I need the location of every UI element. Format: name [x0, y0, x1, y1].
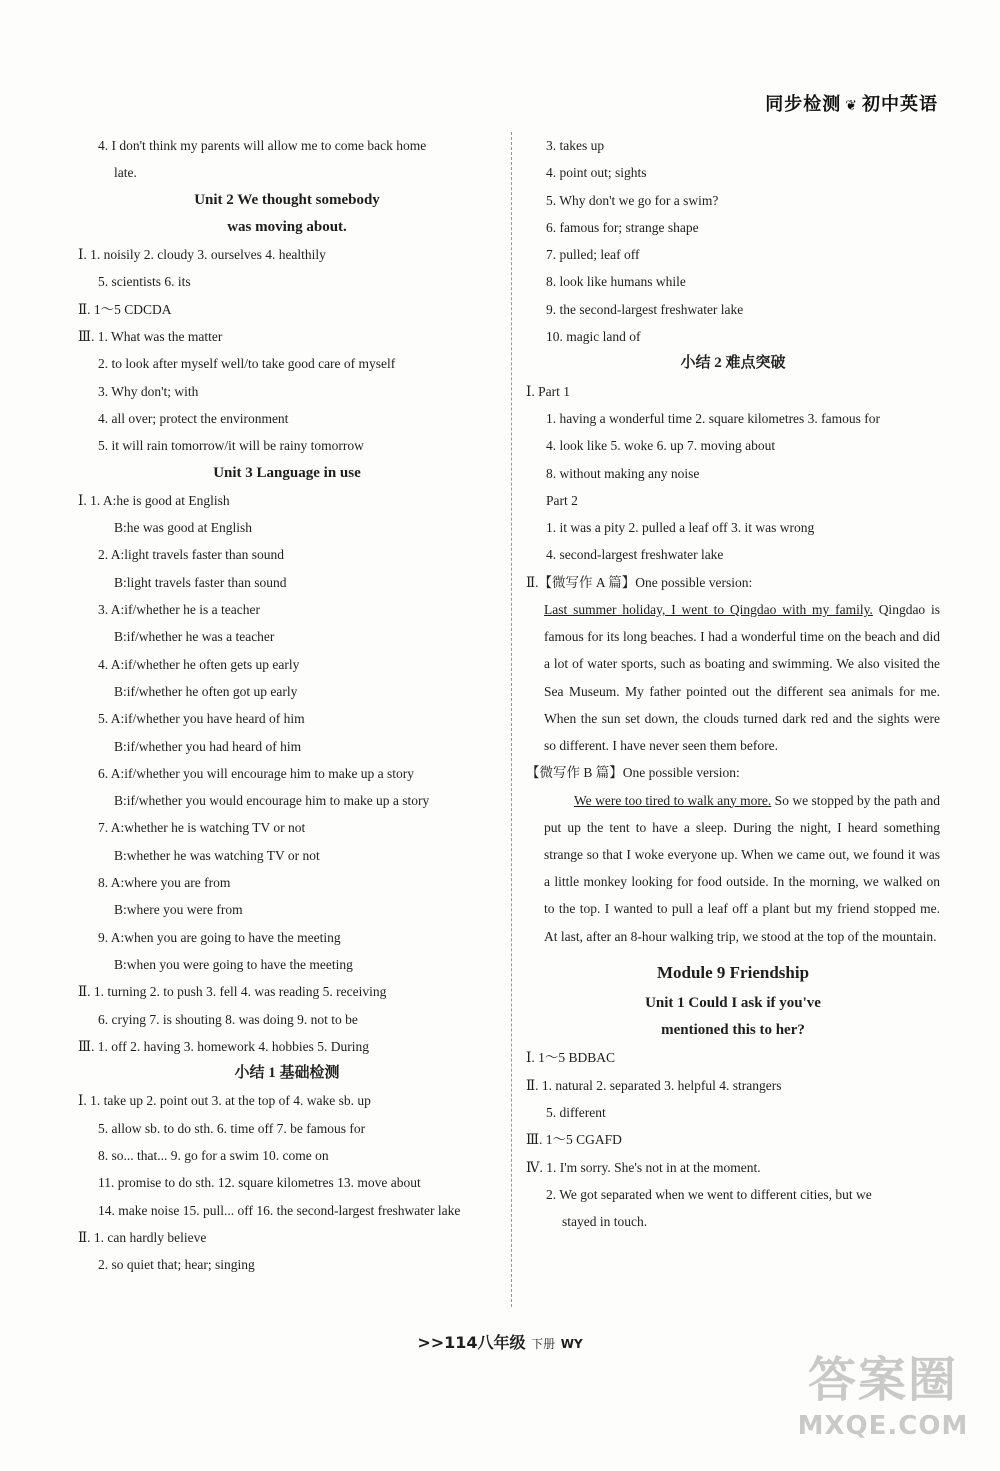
page-number: 114 — [444, 1333, 478, 1352]
answer-line: Ⅲ. 1. off 2. having 3. homework 4. hobbies 5. During — [78, 1038, 369, 1054]
answer-line: Ⅰ. Part 1 — [526, 383, 570, 399]
answer-line: 5. scientists 6. its — [98, 274, 191, 290]
answer-line: 8. without making any noise — [546, 465, 700, 481]
section-heading: Unit 2 We thought somebody — [194, 191, 380, 208]
answer-line: 8. so... that... 9. go for a swim 10. come on — [98, 1147, 329, 1163]
answer-line: B:light travels faster than sound — [114, 574, 287, 590]
answer-line: Ⅲ. 1. What was the matter — [78, 329, 223, 345]
answer-line: 5. different — [546, 1104, 606, 1120]
answer-line: 4. I don't think my parents will allow me to come back home — [98, 138, 427, 153]
section-heading: 小结 2 难点突破 — [680, 355, 786, 372]
section-heading: was moving about. — [227, 218, 347, 235]
answer-line: Ⅱ. 1. natural 2. separated 3. helpful 4. strangers — [526, 1077, 782, 1093]
right-bottom-answers — [526, 990, 940, 1236]
page-footer: >>114八年级 下册 WY — [417, 1333, 583, 1352]
page-header-title: 同步检测 ❦ 初中英语 — [765, 94, 938, 115]
answer-line: 14. make noise 15. pull... off 16. the second-largest freshwater lake — [98, 1202, 461, 1218]
answer-line: Part 2 — [546, 492, 578, 508]
answer-line: 4. all over; protect the environment — [98, 410, 289, 426]
answer-line: 2. to look after myself well/to take good care of myself — [98, 356, 396, 372]
answer-line: 5. A:if/whether you have heard of him — [98, 711, 305, 727]
site-watermark: 答案圈 MXQE.COM — [797, 1352, 969, 1441]
answer-line: 3. A:if/whether he is a teacher — [98, 602, 260, 618]
answer-line: Ⅱ. 1. can hardly believe — [78, 1229, 207, 1245]
answer-line: Ⅰ. 1～5 BDBAC — [526, 1050, 615, 1066]
essay-b: We were too tired to walk any more. So we stopped by the path and put up the tent to have a sleep. During the night, I heard something strange so that I woke everyone up. When we came out, we found it was a little monkey looking for food outside. In the morning, we walked on to the top. I wanted to pull a leaf off a plant but my friend stopped me. At last, after an 8-hour walking trip, we stood at the top of the mountain. — [544, 792, 940, 944]
answer-line: 6. A:if/whether you will encourage him to make up a story — [98, 765, 415, 781]
section-heading: Unit 1 Could I ask if you've — [645, 994, 821, 1011]
answer-line: Ⅱ. 1. turning 2. to push 3. fell 4. was reading 5. receiving — [78, 984, 387, 1000]
answer-line: stayed in touch. — [562, 1214, 648, 1230]
module-title: Module 9 Friendship — [656, 962, 810, 982]
answer-line: 5. Why don't we go for a swim? — [546, 192, 719, 208]
answer-line: 9. A:when you are going to have the meeting — [98, 929, 341, 945]
answer-line: B:if/whether you had heard of him — [114, 738, 302, 754]
section-heading: mentioned this to her? — [661, 1022, 805, 1039]
section-heading: 小结 1 基础检测 — [234, 1065, 340, 1082]
answer-line: 2. A:light travels faster than sound — [98, 547, 284, 563]
answer-line: B:he was good at English — [114, 520, 252, 536]
answer-line: B:if/whether he often got up early — [114, 683, 298, 699]
answer-line: B:if/whether you would encourage him to make up a story — [114, 793, 430, 809]
section-heading: Unit 3 Language in use — [213, 464, 361, 481]
answer-line: 6. crying 7. is shouting 8. was doing 9. not to be — [98, 1011, 358, 1027]
answer-line: Ⅰ. 1. A:he is good at English — [78, 492, 230, 508]
answer-line: Ⅰ. 1. noisily 2. cloudy 3. ourselves 4. healthily — [78, 247, 326, 263]
answer-line: 2. We got separated when we went to different cities, but we — [546, 1186, 872, 1202]
answer-line: 4. A:if/whether he often gets up early — [98, 656, 300, 672]
answer-line: 4. second-largest freshwater lake — [546, 547, 724, 563]
essay-b-heading: 【微写作 B 篇】One possible version: — [526, 765, 740, 781]
answer-line: 5. it will rain tomorrow/it will be rainy tomorrow — [98, 438, 364, 454]
answer-line: Ⅰ. 1. take up 2. point out 3. at the top of 4. wake sb. up — [78, 1093, 371, 1109]
essay-a: Last summer holiday, I went to Qingdao with my family. Qingdao is famous for its long beaches. I had a wonderful time on the beach and did a lot of water sports, such as boating and swimming. We also visited the Sea Museum. My father pointed out the different sea animals for me. When the sun set down, the clouds turned dark red and the sights were so different. I have never seen them before. — [544, 602, 941, 754]
left-column — [78, 132, 496, 1278]
answer-line: 3. takes up — [546, 138, 605, 153]
bullet-icon: ❦ — [845, 98, 858, 114]
answer-line: 1. it was a pity 2. pulled a leaf off 3. it was wrong — [546, 520, 815, 536]
answer-line: 3. Why don't; with — [98, 383, 199, 399]
right-top-answers — [526, 132, 940, 596]
answer-line: Ⅱ.【微写作 A 篇】One possible version: — [526, 574, 753, 590]
answer-line: 6. famous for; strange shape — [546, 219, 699, 235]
answer-line: Ⅳ. 1. I'm sorry. She's not in at the moment. — [526, 1159, 761, 1175]
answer-line: 11. promise to do sth. 12. square kilometres 13. move about — [98, 1175, 421, 1191]
answer-line: 4. point out; sights — [546, 165, 647, 181]
answer-line: B:when you were going to have the meeting — [114, 956, 353, 972]
answer-line: B:whether he was watching TV or not — [114, 847, 320, 863]
answer-line: 9. the second-largest freshwater lake — [546, 301, 744, 317]
answer-line: 4. look like 5. woke 6. up 7. moving about — [546, 438, 776, 454]
answer-line: 5. allow sb. to do sth. 6. time off 7. be famous for — [98, 1120, 366, 1136]
answer-line: Ⅲ. 1～5 CGAFD — [526, 1132, 622, 1148]
answer-line: Ⅱ. 1～5 CDCDA — [78, 301, 172, 317]
answer-line: 8. A:where you are from — [98, 875, 231, 891]
column-divider — [511, 132, 512, 1307]
answer-line: 8. look like humans while — [546, 274, 686, 290]
answer-line: 7. A:whether he is watching TV or not — [98, 820, 306, 836]
answer-line: 10. magic land of — [546, 329, 641, 345]
answer-line: 1. having a wonderful time 2. square kilometres 3. famous for — [546, 410, 881, 426]
answer-line: late. — [114, 165, 137, 181]
answer-line: B:where you were from — [114, 902, 243, 918]
answer-line: 7. pulled; leaf off — [546, 247, 640, 263]
answer-line: B:if/whether he was a teacher — [114, 629, 275, 645]
answer-line: 2. so quiet that; hear; singing — [98, 1257, 255, 1273]
right-column — [526, 132, 940, 1235]
